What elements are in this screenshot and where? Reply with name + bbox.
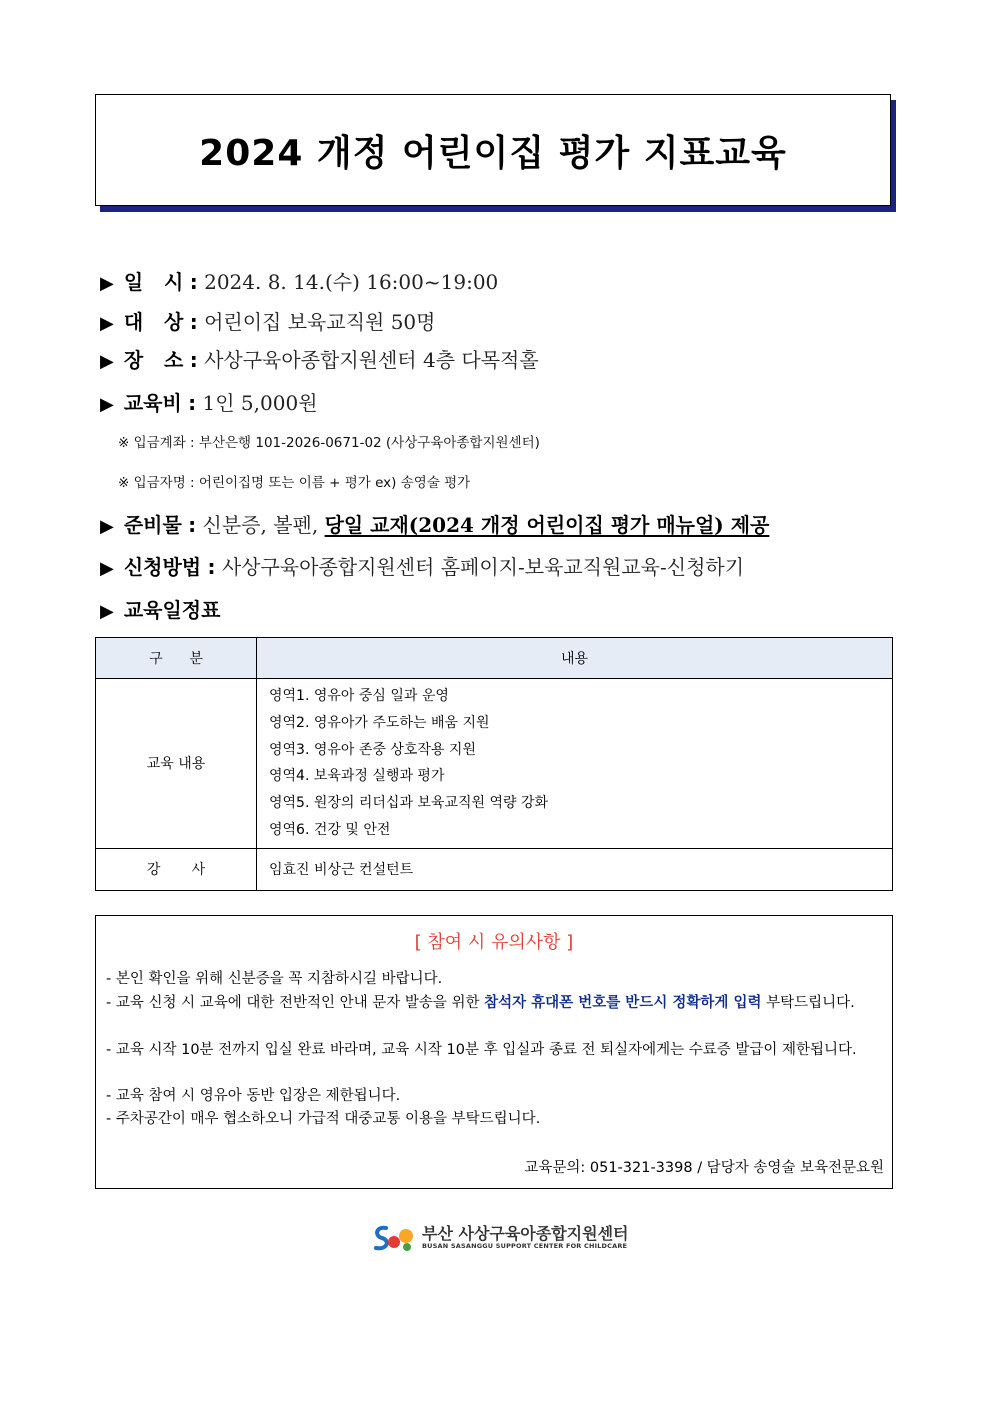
area-item: 영역6. 건강 및 안전 xyxy=(269,821,391,838)
triangle-icon: ▶ xyxy=(100,516,114,537)
notice-item: - 교육 참여 시 영유아 동반 입장은 제한됩니다. xyxy=(106,1088,401,1104)
place-label: 장 소 xyxy=(123,348,184,372)
fee-value: 1인 5,000원 xyxy=(202,391,318,415)
info-fee xyxy=(100,387,318,416)
logo-text-block xyxy=(422,1226,629,1250)
date-value: 2024. 8. 14.(수) 16:00~19:00 xyxy=(204,270,499,294)
apply-value: 사상구육아종합지원센터 홈페이지-보육교직원교육-신청하기 xyxy=(221,555,745,579)
fee-label: 교육비 xyxy=(123,391,182,415)
info-date xyxy=(100,266,498,295)
apply-sep: : xyxy=(207,555,216,579)
org-name: 부산 사상구육아종합지원센터 xyxy=(422,1224,629,1243)
center-logo-icon xyxy=(372,1222,416,1254)
triangle-icon: ▶ xyxy=(100,313,114,334)
info-apply xyxy=(100,551,744,580)
date-label: 일 시 xyxy=(123,270,184,294)
apply-label: 신청방법 xyxy=(123,555,202,579)
supplies-sep: : xyxy=(188,513,197,537)
place-value: 사상구육아종합지원센터 4층 다목적홀 xyxy=(204,348,539,372)
place-sep: : xyxy=(189,348,198,372)
page-title: 2024 개정 어린이집 평가 지표교육 xyxy=(199,132,787,174)
footer-logo xyxy=(372,1222,629,1254)
target-label: 대 상 xyxy=(123,310,184,334)
schedule-label: 교육일정표 xyxy=(123,598,221,622)
table-row xyxy=(96,848,893,890)
supplies-value: 신분증, 볼펜, xyxy=(202,513,325,537)
notice-item2-highlight: 참석자 휴대폰 번호를 반드시 정확하게 입력 xyxy=(484,995,762,1011)
title-banner xyxy=(95,94,891,206)
header-category: 구 분 xyxy=(96,638,257,679)
contact-info: 교육문의: 051-321-3398 / 담당자 송영술 보육전문요원 xyxy=(524,1160,884,1176)
notice-item: - 주차공간이 매우 협소하오니 가급적 대중교통 이용을 부탁드립니다. xyxy=(106,1111,541,1127)
notice-item xyxy=(106,992,896,1015)
triangle-icon: ▶ xyxy=(100,601,114,622)
org-name-en: BUSAN SASANGGU SUPPORT CENTER FOR CHILDCARE xyxy=(422,1242,628,1250)
notice-item2-tail: 부탁드립니다. xyxy=(761,995,855,1011)
notice-box xyxy=(95,915,893,1189)
table-header-row xyxy=(96,638,893,679)
target-value: 어린이집 보육교직원 50명 xyxy=(204,310,436,334)
account-note: ※ 입금계좌 : 부산은행 101-2026-0671-02 (사상구육아종합지원센터) xyxy=(118,435,540,451)
area-item: 영역3. 영유아 존중 상호작용 지원 xyxy=(269,741,476,758)
table-row xyxy=(96,679,893,849)
notice-item2-text: - 교육 신청 시 교육에 대한 전반적인 안내 문자 발송을 위한 xyxy=(106,995,485,1011)
instructor-cell: 임효진 비상근 컨설턴트 xyxy=(257,848,893,890)
info-place xyxy=(100,344,539,373)
area-item: 영역4. 보육과정 실행과 평가 xyxy=(269,768,445,785)
info-supplies xyxy=(100,509,769,538)
title-box xyxy=(95,94,891,206)
supplies-label: 준비물 xyxy=(123,513,182,537)
triangle-icon: ▶ xyxy=(100,273,114,294)
row-label-instructor: 강 사 xyxy=(96,848,257,890)
triangle-icon: ▶ xyxy=(100,351,114,372)
triangle-icon: ▶ xyxy=(100,558,114,579)
area-item: 영역1. 영유아 중심 일과 운영 xyxy=(269,688,449,704)
areas-cell xyxy=(257,679,893,849)
header-content: 내용 xyxy=(257,638,893,679)
depositor-note: ※ 입금자명 : 어린이집명 또는 이름 + 평가 ex) 송영술 평가 xyxy=(118,475,471,491)
info-schedule xyxy=(100,594,220,623)
schedule-table xyxy=(95,637,893,891)
supplies-emphasis: 당일 교재(2024 개정 어린이집 평가 매뉴얼) 제공 xyxy=(324,513,770,537)
row-label-content: 교육 내용 xyxy=(96,679,257,849)
fee-sep: : xyxy=(188,391,197,415)
area-item: 영역5. 원장의 리더십과 보육교직원 역량 강화 xyxy=(269,795,549,812)
notice-item: - 본인 확인을 위해 신분증을 꼭 지참하시길 바랍니다. xyxy=(106,971,443,987)
notice-title: [ 참여 시 유의사항 ] xyxy=(414,932,574,953)
notice-item: - 교육 시작 10분 전까지 입실 완료 바라며, 교육 시작 10분 후 입실과 종료 전 퇴실자에게는 수료증 발급이 제한됩니다. xyxy=(106,1042,857,1058)
triangle-icon: ▶ xyxy=(100,394,114,415)
date-sep: : xyxy=(189,270,198,294)
area-item: 영역2. 영유아가 주도하는 배움 지원 xyxy=(269,714,490,731)
info-target xyxy=(100,306,435,335)
target-sep: : xyxy=(189,310,198,334)
